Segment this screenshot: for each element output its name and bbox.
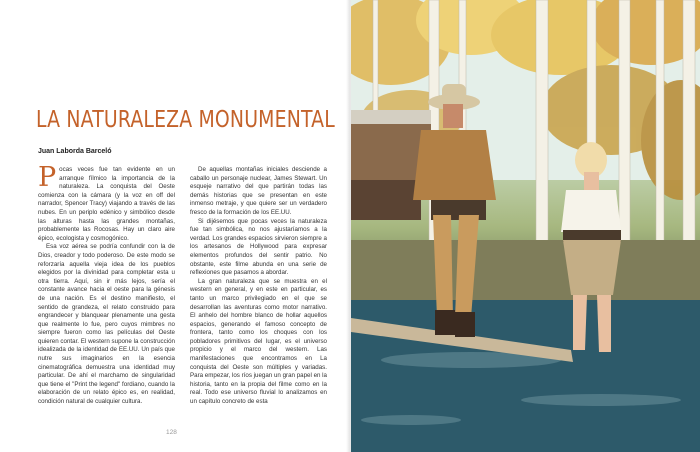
drop-cap: P xyxy=(38,162,57,193)
author-byline: Juan Laborda Barceló xyxy=(38,148,112,155)
paragraph: Pocas veces fue tan evidente en un arranque fílmico la importancia de la naturaleza. La conquista del Oeste comienza con la cámara (y la voz en off del narrador, Spencer Tracy) viajando a través de las nubes. En un periplo edénico y simbólico desde las alturas hasta las grandes montañas, probablemente las Rocosas. Hay un claro aire épico, ecologista y cosmogónico. xyxy=(38,162,175,242)
paragraph: Si dijésemos que pocas veces la naturaleza fue tan simbólica, no nos ajustaríamos a la verdad. Los grandes espacios sirvieron siempre a los artesanos de Hollywood para expresar elementos profundos del sentir patrio. No obstante, este filme abunda en una serie de reflexiones que pasamos a abordar. xyxy=(190,217,327,277)
paragraph: La gran naturaleza que se muestra en el western en general, y en este en particular, es tanto un marco privilegiado en el que se desarrollan las aventuras como motor narrativo. El anhelo del hombre blanco de hollar aquellos espacios, generando el famoso concepto de frontera, tanto como los choques con los pobladores primitivos del lugar, es el universo propicio y el marco del western. Las manifestaciones que encontramos en La conquista del Oeste son múltiples y variadas. Para empezar, los ríos juegan un gran papel en la historia, tanto en la propia del filme como en la real. Todo ese universo fluvial lo analizamos en un capítulo concreto de esta xyxy=(190,277,327,406)
paragraph: De aquellas montañas iniciales desciende a caballo un personaje nuclear, James Stewart. Un esqueje narrativo del que partirán todas las demás historias que se presentan en este inmenso metraje, y que quiere ser un verdadero fresco de la formación de los EE.UU. xyxy=(190,166,327,216)
page-number: 128 xyxy=(166,429,177,436)
film-still-photo xyxy=(351,0,700,452)
text-column-right xyxy=(190,166,327,407)
photo-illustration xyxy=(351,0,700,452)
paragraph: Esa voz aérea se podría confundir con la de Dios, creador y todo poderoso. De este modo se reforzaría aquella vieja idea de los pueblos elegidos por la divinidad para completar esta u otra tierra. Aquí, sin ir más lejos, sería el constante avance hacia el oeste para la génesis de una nación. Es el destino manifiesto, el sentido de grandeza, el relato construido para engrandecer y blanquear plenamente una gesta que realmente lo fue, pero cuyos mimbres no siempre fueron como las películas del Oeste quieren contar. El western supone la construcción idealizada de la identidad de EE.UU. Un país que nutre sus imaginarios en la esencia cinematográfica demuestra una identidad muy particular. De ahí el marchamo de singularidad que tiene el "Print the legend" fordiano, cuando la elaboración de un relato épico es, en realidad, condición natural de cualquier cultura. xyxy=(38,243,175,406)
text-column-left xyxy=(38,162,175,407)
article-title: LA NATURALEZA MONUMENTAL xyxy=(36,107,335,133)
